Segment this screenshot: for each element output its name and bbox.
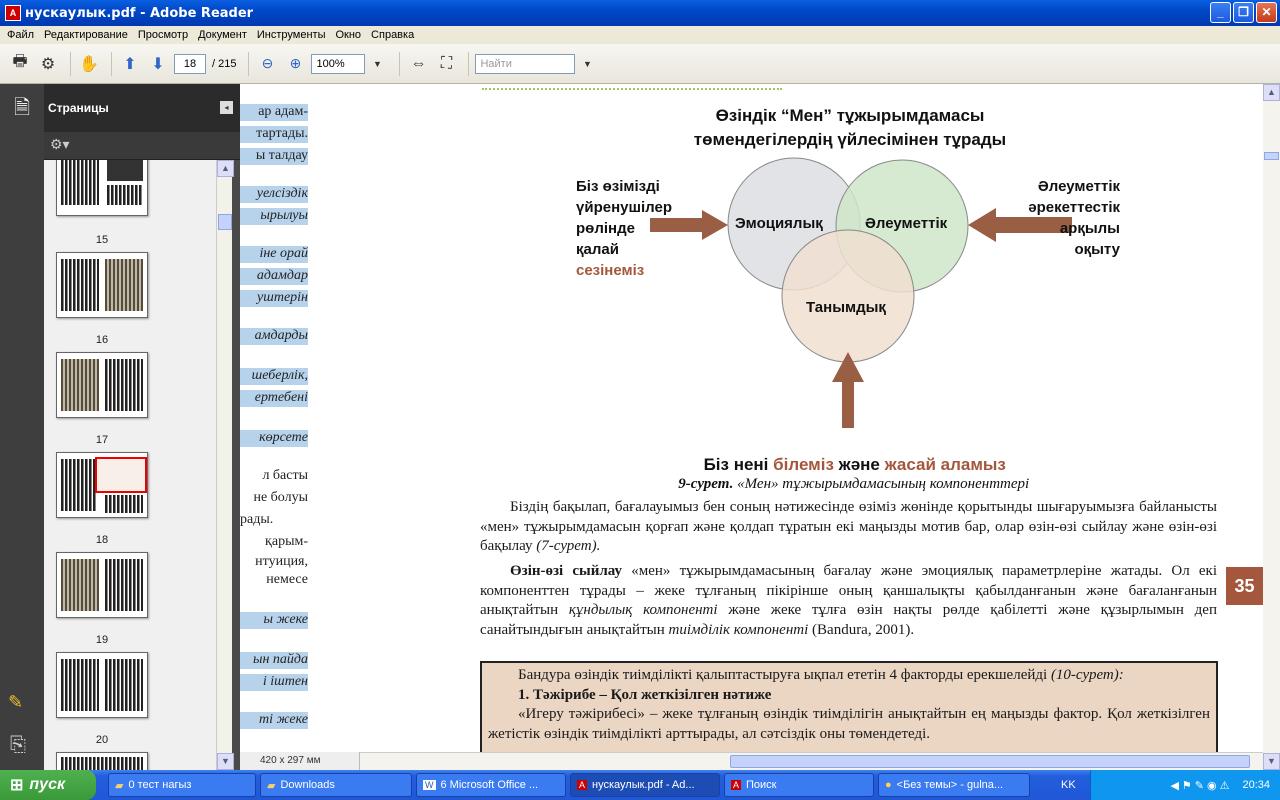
diagram-title-line2: төмендегілердің үйлесімінен тұрады: [693, 130, 1007, 149]
box-text: Бандура өзіндік тиімділікті қалыптастыруға ықпал ететін 4 факторды ерекшелейді: [518, 667, 1048, 683]
zoom-in-icon[interactable]: ⊕: [289, 55, 302, 71]
thumbnail-page-16[interactable]: [56, 352, 148, 418]
minimize-button[interactable]: _: [1210, 2, 1231, 23]
pages-panel-title: Страницы: [44, 84, 240, 132]
left-page-line: іне орай: [240, 246, 308, 263]
window-title: нускаулык.pdf - Adobe Reader: [25, 5, 254, 21]
paragraph-term-italic: құндылық компоненті: [568, 602, 718, 618]
horizontal-scrollbar[interactable]: [240, 752, 1263, 770]
menu-help[interactable]: Справка: [371, 29, 415, 41]
horizontal-scroll-thumb[interactable]: [730, 755, 1250, 768]
task-downloads[interactable]: [260, 773, 412, 797]
left-page-line: амдарды: [240, 328, 308, 345]
attachments-icon[interactable]: ⎘: [10, 734, 26, 756]
word-icon: W: [425, 780, 434, 790]
maximize-button[interactable]: ❐: [1233, 2, 1254, 23]
menu-tools[interactable]: Инструменты: [256, 29, 326, 41]
start-label: пуск: [29, 776, 66, 793]
bottom-arrow: [832, 352, 864, 428]
document-scrollbar[interactable]: [1263, 84, 1280, 770]
pdf-icon: A: [579, 780, 586, 790]
task-label: 6 Microsoft Office ...: [440, 779, 539, 791]
hand-icon[interactable]: ✋: [79, 55, 99, 73]
left-page-line: шеберлік,: [240, 368, 308, 385]
left-caption-line: үйренушілер: [576, 199, 672, 216]
task-label: Downloads: [280, 779, 335, 791]
thumbnail-page-20[interactable]: [56, 752, 148, 770]
collaborate-icon[interactable]: ⚙: [40, 55, 56, 73]
page-number-badge: 35: [1226, 567, 1263, 605]
left-page-line: ы талдау: [240, 148, 308, 165]
language-indicator[interactable]: KK: [1061, 779, 1076, 791]
menu-edit[interactable]: Редактирование: [44, 29, 128, 41]
left-page-line: қарым-: [265, 534, 308, 549]
paragraph-term-italic: тиімділік компоненті: [668, 621, 809, 638]
label-social: Әлеуметтік: [865, 215, 948, 232]
pages-icon[interactable]: 🗎: [13, 97, 31, 119]
fit-page-icon[interactable]: ⛶: [440, 54, 453, 72]
paragraph-motives: [480, 498, 1217, 557]
diagram-title: [640, 104, 1060, 152]
right-caption-line: әрекеттестік: [1028, 199, 1120, 216]
figure-caption: [580, 459, 1120, 493]
left-caption-accent: сезінеміз: [576, 262, 645, 279]
start-button[interactable]: [0, 770, 96, 800]
previous-page-edge: [240, 84, 308, 752]
thumbnail-label: 20: [95, 734, 109, 746]
box-reference: (10-сурет):: [1047, 667, 1124, 683]
fit-width-icon[interactable]: ⇔: [410, 54, 427, 72]
toolbar: [0, 44, 1280, 84]
options-gear-icon[interactable]: ⚙▾: [44, 132, 240, 160]
left-page-line: адамдар: [240, 268, 308, 285]
thumbnails-list: [44, 160, 216, 770]
thumbnail-label: 18: [95, 534, 109, 546]
navigation-strip: [0, 84, 44, 770]
chevron-down-icon[interactable]: ▼: [373, 58, 382, 69]
scroll-down-icon[interactable]: ▼: [217, 753, 234, 770]
left-page-line: ті жеке: [240, 712, 308, 729]
box-line: [488, 666, 1210, 686]
print-icon[interactable]: 🖶: [12, 53, 28, 70]
thumbnail-label: 17: [95, 434, 109, 446]
taskbar: [0, 770, 1280, 800]
task-office[interactable]: [416, 773, 566, 797]
mail-icon: ●: [885, 779, 892, 791]
comments-icon[interactable]: ✎: [8, 692, 24, 712]
adobe-reader-icon: A: [5, 5, 21, 21]
task-label: <Без темы> - gulna...: [896, 779, 1004, 791]
left-page-line: көрсете: [240, 430, 308, 447]
left-page-line: тартады.: [240, 126, 308, 143]
thumbnail-label: 15: [95, 234, 109, 246]
left-page-line: ертебені: [240, 390, 308, 407]
task-label: Поиск: [746, 779, 777, 791]
collapse-panel-button[interactable]: ◂: [220, 101, 233, 114]
right-caption: [1000, 176, 1120, 260]
bandura-box: [480, 661, 1218, 761]
close-button[interactable]: ✕: [1256, 2, 1277, 23]
tray-icons[interactable]: ◀⚑✎◉⚠: [1170, 779, 1233, 792]
label-emotional: Эмоциялық: [735, 215, 823, 232]
left-page-line: уштерін: [240, 290, 308, 307]
left-caption: [576, 176, 672, 281]
title-bar: [0, 0, 1280, 26]
thumbnail-page-18[interactable]: [56, 552, 148, 618]
folder-icon: ▰: [267, 779, 276, 792]
menu-view[interactable]: Просмотр: [137, 29, 189, 41]
page-size-status: 420 x 297 мм: [240, 752, 360, 770]
thumbnails-scrollbar[interactable]: [216, 160, 232, 770]
scroll-up-icon[interactable]: ▲: [1263, 84, 1280, 101]
left-page-line: нтуиция,: [255, 554, 308, 569]
box-text: «Игеру тәжірибесі» – жеке тұлғаның өзіндік тиімділігін анықтайтын ең маңызды фактор. Қол жеткізілген жетістік өзіндік тиімділікті арттырады, ал сәтсіздік оны төмендетеді.: [488, 706, 1210, 742]
paragraph-reference: (7-сурет).: [532, 538, 601, 554]
bottom-caption-accent: білеміз: [773, 455, 834, 474]
scroll-up-icon[interactable]: ▲: [217, 160, 234, 177]
thumbnail-label: 16: [95, 334, 109, 346]
menu-file[interactable]: Файл: [7, 29, 35, 41]
paragraph-term: Өзін-өзі сыйлау: [510, 563, 623, 579]
left-caption-line: қалай: [576, 241, 619, 258]
bottom-caption-text: және: [833, 455, 885, 474]
scroll-down-icon[interactable]: ▼: [1263, 753, 1280, 770]
left-page-line: ар адам-: [240, 104, 308, 121]
task-label: 0 тест нагыз: [128, 779, 192, 791]
task-adobe-reader[interactable]: [570, 773, 720, 797]
thumbnail-label: 19: [95, 634, 109, 646]
previous-page-icon[interactable]: ⬆: [123, 55, 137, 73]
paragraph-self-esteem: [480, 562, 1217, 640]
left-page-line: не болуы: [253, 490, 308, 505]
left-caption-line: рөлінде: [576, 220, 635, 237]
next-page-icon[interactable]: ⬇: [151, 55, 165, 73]
page-total: / 215: [212, 57, 237, 70]
figure-caption-text: «Мен» тұжырымдамасының компоненттері: [733, 476, 1030, 492]
left-page-line: немесе: [266, 572, 308, 587]
task-label: нускаулык.pdf - Ad...: [592, 779, 695, 791]
thumbnail-page-17[interactable]: [56, 452, 148, 518]
left-page-line: ын пайда: [240, 652, 308, 669]
task-test-folder[interactable]: [108, 773, 256, 797]
thumbnail-page-15[interactable]: [56, 252, 148, 318]
left-page-line: ырылуы: [240, 208, 308, 225]
menu-document[interactable]: Документ: [198, 29, 247, 41]
diagram-title-line1: Өзіндік “Мен” тұжырымдамасы: [715, 106, 985, 125]
menu-bar: [0, 26, 1280, 44]
left-page-line: ы жеке: [240, 612, 308, 629]
page-top-decoration: [482, 84, 782, 90]
paragraph-text: «мен» тұжырымдамасының бағалау және эмоциялық параметрлеріне жатады. Ол екі компоненттен тұрады – жеке тұлғаның пікірінше оның қаншалықты қабылданғанын және бағаланғанын анықтайтын: [480, 563, 1217, 618]
find-input[interactable]: Найти: [475, 54, 575, 74]
paragraph-text: (Bandura, 2001).: [808, 621, 915, 638]
system-tray: [1061, 770, 1280, 800]
right-caption-line: арқылы: [1059, 220, 1120, 237]
thumbnail-page-14[interactable]: [56, 160, 148, 216]
scroll-thumb[interactable]: [218, 214, 232, 230]
right-caption-line: Әлеуметтік: [1037, 178, 1120, 195]
thumbnail-page-19[interactable]: [56, 652, 148, 718]
zoom-out-icon[interactable]: ⊖: [261, 55, 274, 71]
pages-panel: [44, 84, 240, 770]
pdf-icon: A: [733, 780, 740, 790]
page-number-input[interactable]: 18: [174, 54, 206, 74]
task-search[interactable]: [724, 773, 874, 797]
paragraph-text: және жеке тұлға өзін нақты рөлде қабілетті және құзырлымын деп санайтындығын анықтайтын: [480, 602, 1217, 638]
find-dropdown-icon[interactable]: ▼: [583, 58, 592, 69]
document-scroll-thumb[interactable]: [1264, 152, 1279, 160]
circle-cognitive: [782, 230, 914, 362]
bottom-caption-text: Біз нені: [703, 455, 774, 474]
folder-icon: ▰: [115, 779, 124, 792]
clock: 20:34: [1242, 779, 1270, 791]
left-page-line: рады.: [240, 512, 274, 527]
windows-logo-icon: ⊞: [10, 777, 24, 794]
bottom-caption-accent: жасай аламыз: [884, 455, 1006, 474]
left-caption-line: Біз өзімізді: [576, 178, 660, 195]
left-page-line: і іштен: [240, 674, 308, 691]
figure-caption-label: 9-сурет.: [678, 476, 734, 492]
zoom-select[interactable]: 100%: [311, 54, 365, 74]
task-mail[interactable]: [878, 773, 1030, 797]
paragraph-text: Біздің бақылап, бағалауымыз бен соның нәтижесінде өзіміз жөнінде қорытынды шығаруымызға байланысты «мен» тұжырымдамасын қорғап және қолдап тұратын екі маңызды мотив бар, олар өзін-өзі сыйлау және өзін-өзі бақылау: [480, 499, 1217, 554]
box-heading: 1. Тәжірибе – Қол жеткізілген нәтиже: [518, 686, 772, 703]
left-page-line: л басты: [262, 468, 308, 483]
label-cognitive: Танымдық: [806, 299, 886, 316]
menu-window[interactable]: Окно: [335, 29, 362, 41]
right-caption-line: оқыту: [1074, 241, 1120, 258]
left-page-line: уелсіздік: [240, 186, 308, 203]
